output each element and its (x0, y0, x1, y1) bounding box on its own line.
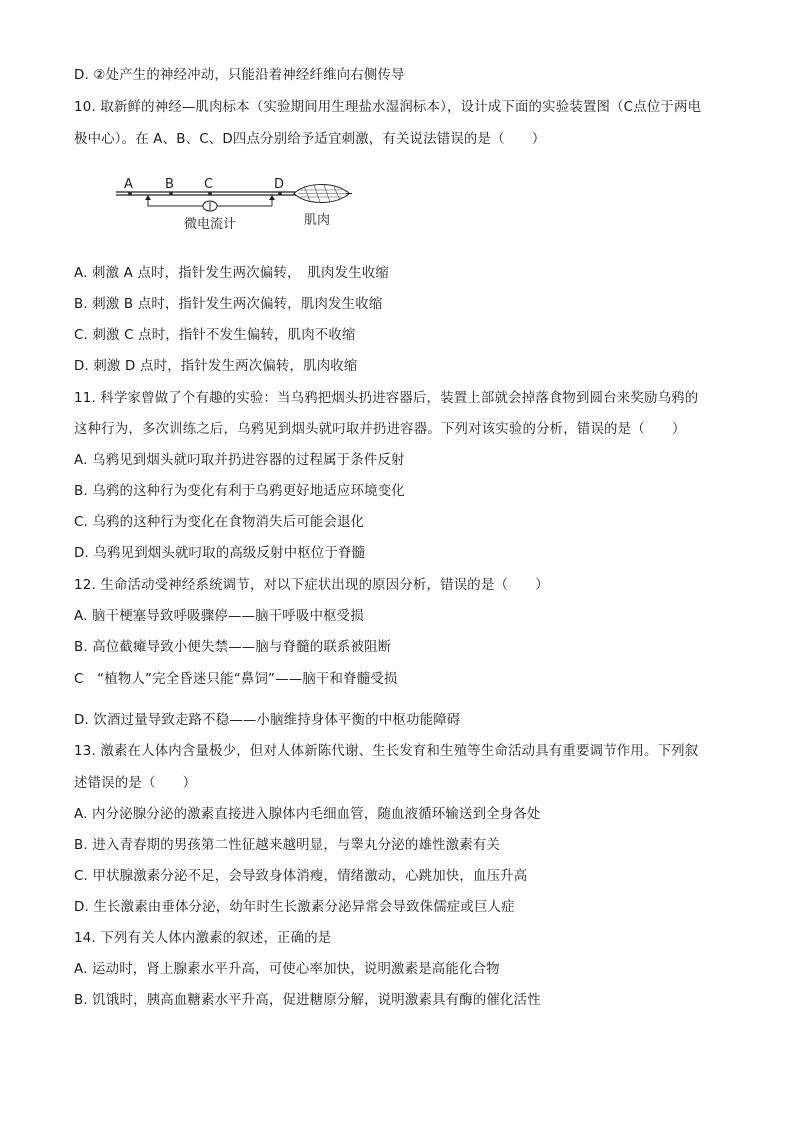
point-d-label: D (274, 177, 285, 192)
text-line: B. 饥饿时，胰高血糖素水平升高，促进糖原分解，说明激素具有酶的催化活性 (74, 993, 541, 1008)
text-line: 14. 下列有关人体内激素的叙述，正确的是 (74, 931, 332, 946)
meter-label: 微电流计 (184, 217, 237, 232)
text-line: B. 高位截瘫导致小便失禁——脑与脊髓的联系被阻断 (74, 640, 392, 655)
text-line: A. 内分泌腺分泌的激素直接进入腺体内毛细血管，随血液循环输送到全身各处 (74, 807, 541, 822)
text-line: 述错误的是（ ） (74, 776, 197, 791)
point-a-marker (128, 192, 132, 196)
text-line: D. 乌鸦见到烟头就叼取的高级反射中枢位于脊髓 (74, 546, 366, 561)
point-c-marker (208, 192, 212, 196)
text-line: C. 刺激 C 点时，指针不发生偏转，肌肉不收缩 (74, 328, 356, 343)
text-line: C. 甲状腺激素分泌不足，会导致身体消瘦，情绪激动，心跳加快，血压升高 (74, 869, 528, 884)
text-line: B. 进入青春期的男孩第二性征越来越明显，与睾丸分泌的雄性激素有关 (74, 838, 501, 853)
text-line: B. 乌鸦的这种行为变化有利于乌鸦更好地适应环境变化 (74, 484, 405, 499)
text-line: A. 脑干梗塞导致呼吸骤停——脑干呼吸中枢受损 (74, 609, 364, 624)
text-line: 10. 取新鲜的神经—肌肉标本（实验期间用生理盐水湿润标本），设计成下面的实验装置图（C点位于两电 (74, 100, 702, 115)
text-line: 13. 激素在人体内含量极少，但对人体新陈代谢、生长发育和生殖等生命活动具有重要调节作用。下列叙 (74, 744, 699, 759)
point-b-marker (169, 192, 173, 196)
text-line: D. 刺激 D 点时，指针发生两次偏转，肌肉收缩 (74, 359, 358, 374)
muscle-label: 肌肉 (304, 213, 331, 228)
text-line: A. 刺激 A 点时，指针发生两次偏转， 肌肉发生收缩 (74, 266, 390, 281)
text-line: D. ②处产生的神经冲动，只能沿着神经纤维向右侧传导 (74, 68, 405, 83)
text-line: D. 生长激素由垂体分泌，幼年时生长激素分泌异常会导致侏儒症或巨人症 (74, 900, 515, 915)
point-a-label: A (124, 177, 133, 192)
text-line: 11. 科学家曾做了个有趣的实验：当乌鸦把烟头扔进容器后，装置上部就会掉落食物到圆台来奖励乌鸦的 (74, 391, 699, 406)
electrode-right-arrow (269, 195, 275, 200)
text-line: A. 运动时，肾上腺素水平升高，可使心率加快，说明激素是高能化合物 (74, 962, 500, 977)
text-line: 极中心）。在 A、B、C、D四点分别给予适宜刺激，有关说法错误的是（ ） (74, 132, 546, 147)
point-d-marker (278, 192, 282, 196)
text-line: D. 饮酒过量导致走路不稳——小脑维持身体平衡的中枢功能障碍 (74, 713, 461, 728)
text-line: 12. 生命活动受神经系统调节，对以下症状出现的原因分析，错误的是（ ） (74, 578, 549, 593)
text-line: C. 乌鸦的这种行为变化在食物消失后可能会退化 (74, 515, 365, 530)
electrode-left-arrow (145, 195, 151, 200)
text-line: A. 乌鸦见到烟头就叼取并扔进容器的过程属于条件反射 (74, 453, 405, 468)
text-line: B. 刺激 B 点时，指针发生两次偏转，肌肉发生收缩 (74, 297, 383, 312)
text-line: C “植物人”完全昏迷只能“鼻饲”——脑干和脊髓受损 (74, 672, 398, 687)
text-line: 这种行为，多次训练之后，乌鸦见到烟头就叼取并扔进容器。下列对该实验的分析，错误的是（ ） (74, 422, 686, 437)
point-b-label: B (165, 177, 174, 192)
experiment-apparatus-figure (114, 172, 354, 236)
point-c-label: C (204, 177, 214, 192)
